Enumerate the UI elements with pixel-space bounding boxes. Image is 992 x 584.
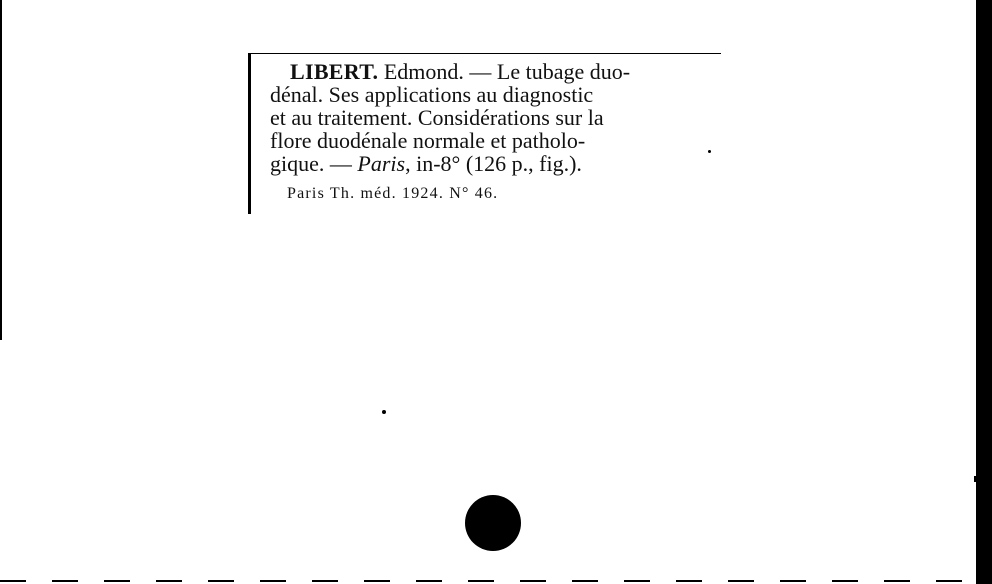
- bibliographic-entry: [270, 60, 710, 175]
- entry-line-1: [270, 60, 710, 83]
- entry-line-5-end: , in-8° (126 p., fig.).: [405, 151, 582, 176]
- entry-line-3: et au traitement. Considérations sur la: [270, 105, 604, 130]
- entry-line-2: dénal. Ses applications au diagnostic: [270, 82, 594, 107]
- entry-line-1-rest: Edmond. — Le tubage duo-: [378, 59, 631, 84]
- card-left-edge: [0, 0, 2, 340]
- card-right-edge: [976, 0, 992, 584]
- entry-line-5: [270, 152, 710, 175]
- entry-line-4: flore duodénale normale et patholo-: [270, 128, 586, 153]
- speck-mark: [708, 150, 711, 153]
- edge-mark: [974, 476, 976, 482]
- punch-hole: [465, 495, 521, 551]
- author-name: LIBERT.: [290, 59, 379, 84]
- speck-mark: [382, 410, 386, 414]
- publication-place: Paris: [357, 151, 406, 176]
- thesis-note: Paris Th. méd. 1924. N° 46.: [287, 185, 499, 202]
- card-bottom-edge: [0, 580, 976, 582]
- entry-line-5-start: gique. —: [270, 151, 358, 176]
